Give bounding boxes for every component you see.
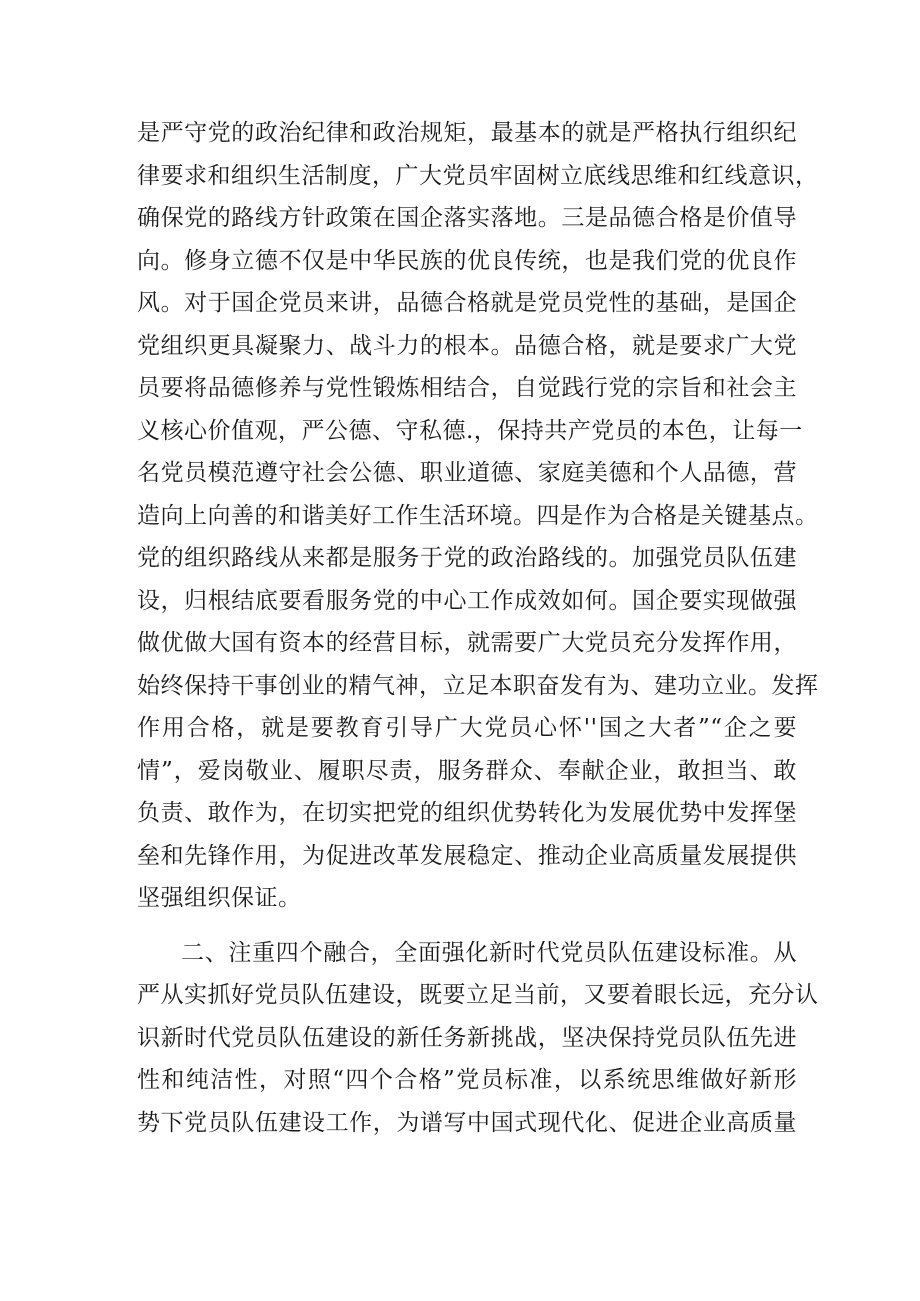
text-line: 风。对于国企党员来讲，品德合格就是党员党性的基础，是国企 xyxy=(137,290,797,316)
text-line: 确保党的路线方针政策在国企落实落地。三是品德合格是价值导 xyxy=(137,205,797,231)
text-line: 员要将品德修养与党性锻炼相结合，自觉践行党的宗旨和社会主 xyxy=(137,375,797,401)
paragraph-gap xyxy=(137,920,797,932)
text-line: 垒和先锋作用，为促进改革发展稳定、推动企业高质量发展提供 xyxy=(137,842,797,869)
text-line: 识新时代党员队伍建设的新任务新挑战，坚决保持党员队伍先进 xyxy=(137,1024,797,1051)
text-line: 坚强组织保证。 xyxy=(137,885,302,911)
text-line: 始终保持干事创业的精气神，立足本职奋发有为、建功立业。发挥 xyxy=(137,672,819,699)
text-line: 党的组织路线从来都是服务于党的政治路线的。加强党员队伍建 xyxy=(137,545,797,571)
text-line: 负责、敢作为，在切实把党的组织优势转化为发展优势中发挥堡 xyxy=(137,800,797,826)
text-line: 是严守党的政治纪律和政治规矩，最基本的就是严格执行组织纪 xyxy=(137,120,797,146)
text-line: 名党员模范遵守社会公德、职业道德、家庭美德和个人品德，营 xyxy=(137,460,797,486)
text-line: 设，归根结底要看服务党的中心工作成效如何。国企要实现做强 xyxy=(137,587,797,614)
text-line: 律要求和组织生活制度，广大党员牢固树立底线思维和红线意识， xyxy=(137,162,819,189)
text-line: 作用合格，就是要教育引导广大党员心怀''国之大者”“企之要 xyxy=(137,715,797,741)
text-line: 党组织更具凝聚力、战斗力的根本。品德合格，就是要求广大党 xyxy=(137,332,797,359)
text-line: 情”，爱岗敬业、履职尽责，服务群众、奉献企业，敢担当、敢 xyxy=(137,757,797,784)
paragraph-2 xyxy=(137,932,819,1145)
document-body xyxy=(137,112,819,1144)
text-line: 势下党员队伍建设工作，为谱写中国式现代化、促进企业高质量 xyxy=(137,1109,797,1136)
text-line: 造向上向善的和谐美好工作生活环境。四是作为合格是关键基点。 xyxy=(137,502,819,529)
paragraph-1 xyxy=(137,112,819,920)
text-line: 义核心价值观，严公德、守私德.，保持共产党员的本色，让每一 xyxy=(137,417,803,444)
text-line: 二、注重四个融合，全面强化新时代党员队伍建设标准。从 xyxy=(181,939,797,966)
text-line: 向。修身立德不仅是中华民族的优良传统，也是我们党的优良作 xyxy=(137,247,797,274)
text-line: 严从实抓好党员队伍建设，既要立足当前，又要着眼长远，充分认 xyxy=(137,982,819,1008)
text-line: 做优做大国有资本的经营目标，就需要广大党员充分发挥作用， xyxy=(137,630,797,656)
text-line: 性和纯洁性，对照“四个合格”党员标准，以系统思维做好新形 xyxy=(137,1067,797,1093)
